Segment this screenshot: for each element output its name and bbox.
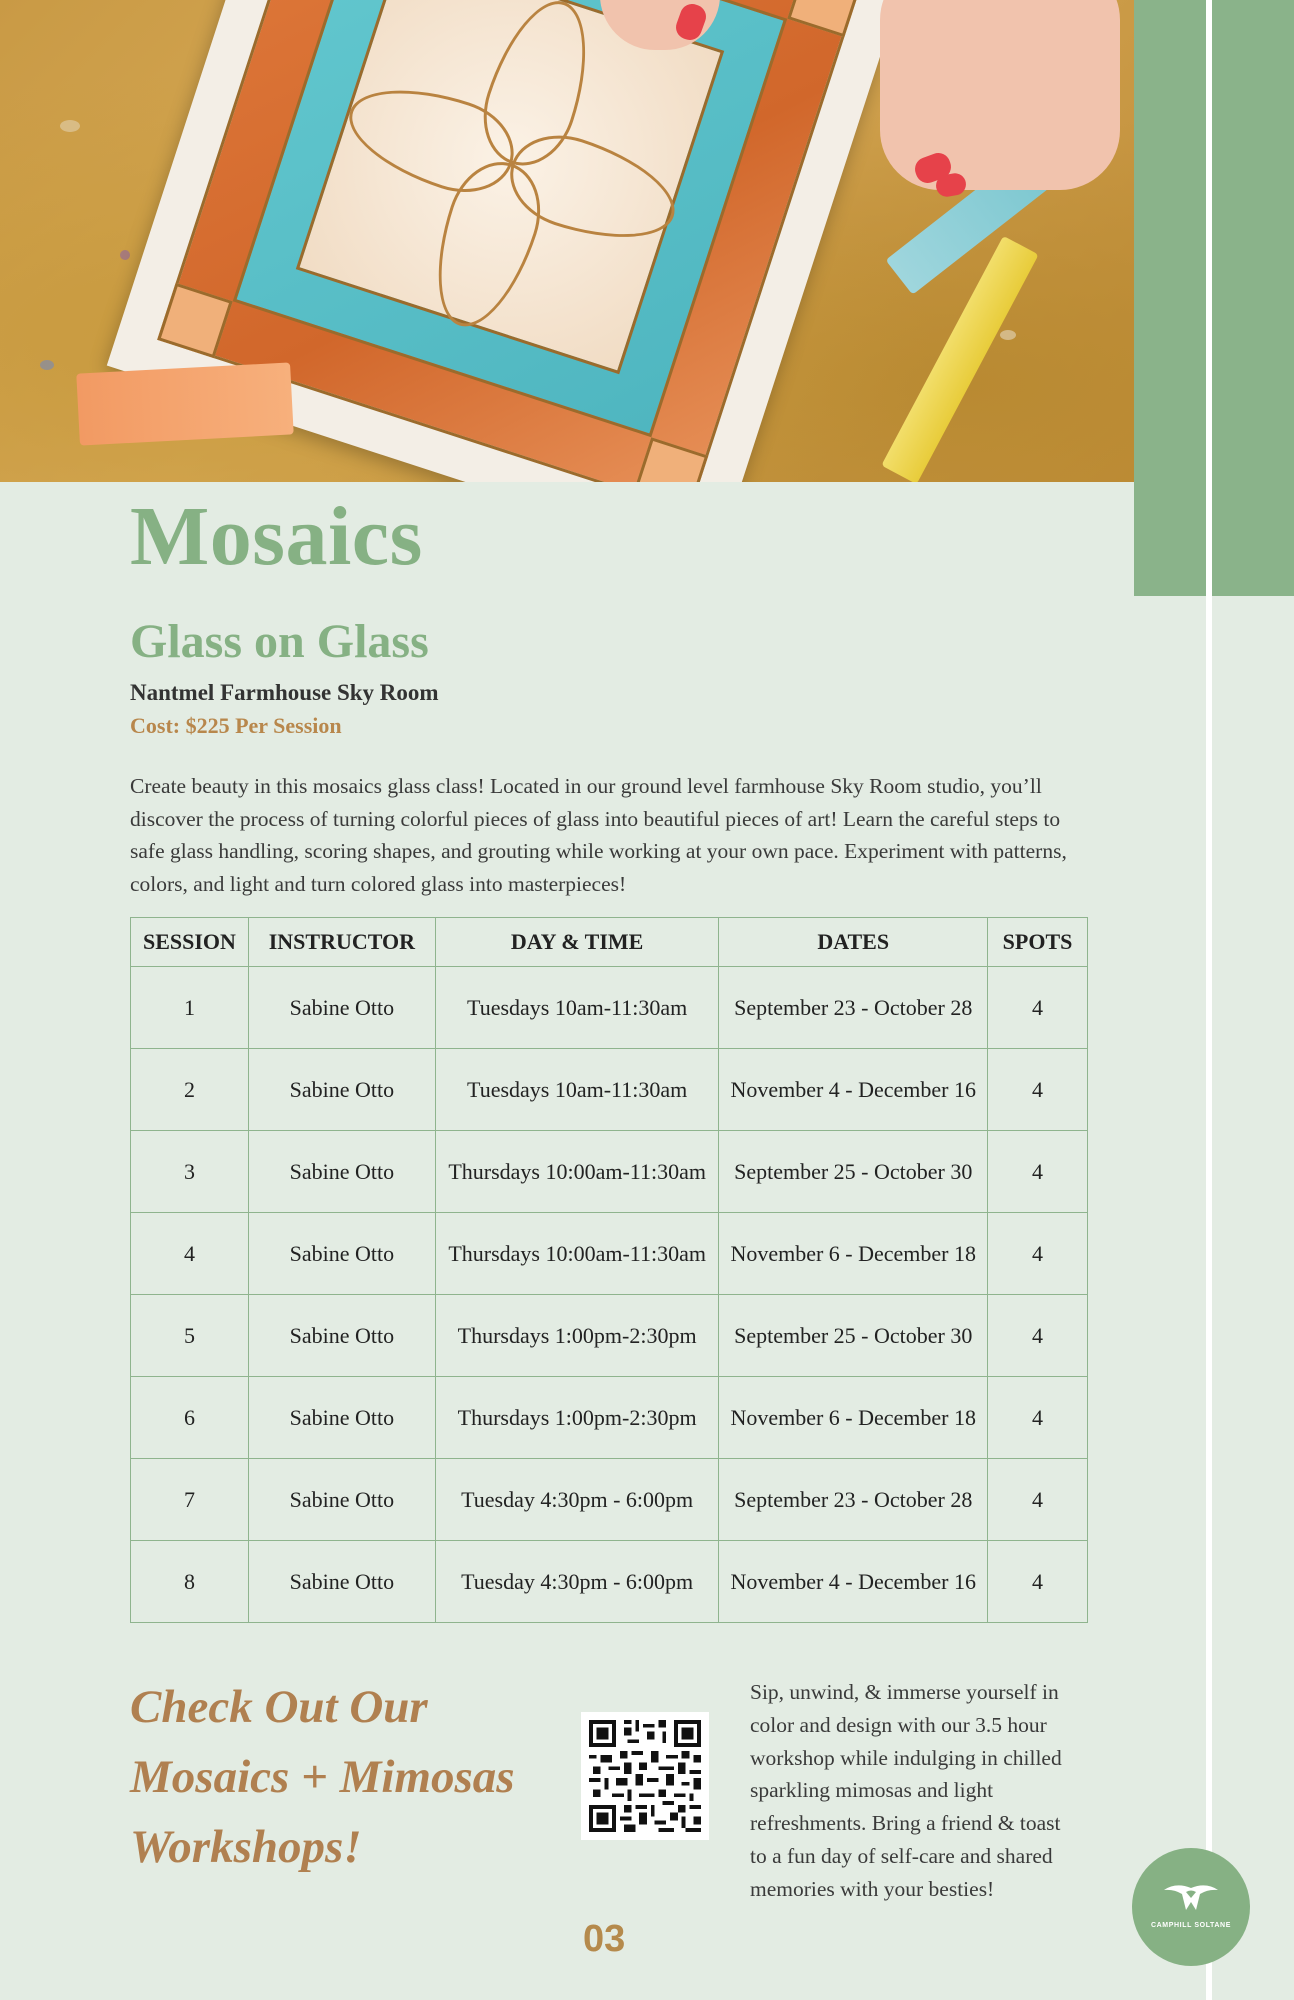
spots: 4 <box>988 1295 1088 1377</box>
instructor-name: Sabine Otto <box>248 1131 435 1213</box>
decorative-bar <box>1212 0 1294 596</box>
dates: September 25 - October 30 <box>719 1295 988 1377</box>
day-time: Thursdays 10:00am-11:30am <box>435 1213 719 1295</box>
class-description: Create beauty in this mosaics glass class! Located in our ground level farmhouse Sky Room studio, you’ll discover the process of turning colorful pieces of glass into beautiful pieces of art! Learn the careful steps to safe glass handling, scoring shapes, and grouting while working at your own pace. Experiment with patterns, colors, and light and turn colored glass into masterpieces! <box>130 774 1067 896</box>
header-instructor: INSTRUCTOR <box>248 918 435 967</box>
logo-text: CAMPHILL SOLTANE <box>1151 1921 1231 1929</box>
instructor-name: Sabine Otto <box>248 1459 435 1541</box>
day-time: Tuesdays 10am-11:30am <box>435 967 719 1049</box>
class-cost: Cost: $225 Per Session <box>130 713 342 738</box>
day-time: Tuesday 4:30pm - 6:00pm <box>435 1459 719 1541</box>
table-row <box>131 1049 1088 1131</box>
spots: 4 <box>988 1213 1088 1295</box>
table-row <box>131 1377 1088 1459</box>
day-time: Tuesday 4:30pm - 6:00pm <box>435 1541 719 1623</box>
dates: September 25 - October 30 <box>719 1131 988 1213</box>
instructor-name: Sabine Otto <box>248 1049 435 1131</box>
dates: November 4 - December 16 <box>719 1541 988 1623</box>
session-number: 7 <box>131 1459 249 1541</box>
qr-code-graphic <box>589 1720 701 1832</box>
table-row <box>131 1541 1088 1623</box>
spots: 4 <box>988 967 1088 1049</box>
dates: November 6 - December 18 <box>719 1377 988 1459</box>
header-dates: DATES <box>719 918 988 967</box>
instructor-name: Sabine Otto <box>248 1541 435 1623</box>
dates: September 23 - October 28 <box>719 967 988 1049</box>
spots: 4 <box>988 1049 1088 1131</box>
dates: November 6 - December 18 <box>719 1213 988 1295</box>
day-time: Thursdays 10:00am-11:30am <box>435 1131 719 1213</box>
table-row <box>131 1131 1088 1213</box>
workshop-callout-heading: Check Out Our Mosaics + Mimosas Workshops! <box>130 1681 515 1873</box>
session-number: 3 <box>131 1131 249 1213</box>
spots: 4 <box>988 1377 1088 1459</box>
hero-photo <box>0 0 1134 482</box>
page-title: Mosaics <box>130 490 423 583</box>
session-number: 5 <box>131 1295 249 1377</box>
table-header-row <box>131 918 1088 967</box>
instructor-name: Sabine Otto <box>248 1377 435 1459</box>
header-session: SESSION <box>131 918 249 967</box>
header-spots: SPOTS <box>988 918 1088 967</box>
camphill-soltane-logo <box>1132 1848 1250 1966</box>
table-row <box>131 1213 1088 1295</box>
decorative-divider <box>1206 0 1212 2000</box>
dates: September 23 - October 28 <box>719 1459 988 1541</box>
spots: 4 <box>988 1131 1088 1213</box>
logo-emblem-icon <box>1162 1880 1220 1914</box>
spots: 4 <box>988 1459 1088 1541</box>
page-number: 03 <box>583 1918 626 1960</box>
instructor-name: Sabine Otto <box>248 1295 435 1377</box>
instructor-name: Sabine Otto <box>248 1213 435 1295</box>
class-subtitle: Glass on Glass <box>130 615 429 668</box>
workshop-description: Sip, unwind, & immerse yourself in color and design with our 3.5 hour workshop while indulging in chilled sparkling mimosas and light refreshments. Bring a friend & toast to a fun day of self-care and shared memories with your besties! <box>750 1680 1062 1901</box>
session-number: 1 <box>131 967 249 1049</box>
spots: 4 <box>988 1541 1088 1623</box>
session-number: 6 <box>131 1377 249 1459</box>
day-time: Thursdays 1:00pm-2:30pm <box>435 1295 719 1377</box>
table-row <box>131 1459 1088 1541</box>
day-time: Thursdays 1:00pm-2:30pm <box>435 1377 719 1459</box>
session-number: 2 <box>131 1049 249 1131</box>
decorative-bar <box>1134 0 1206 596</box>
session-number: 4 <box>131 1213 249 1295</box>
table-row <box>131 967 1088 1049</box>
class-location: Nantmel Farmhouse Sky Room <box>130 680 439 705</box>
dates: November 4 - December 16 <box>719 1049 988 1131</box>
table-row <box>131 1295 1088 1377</box>
instructor-name: Sabine Otto <box>248 967 435 1049</box>
session-schedule-table <box>130 917 1088 1623</box>
day-time: Tuesdays 10am-11:30am <box>435 1049 719 1131</box>
header-day-time: DAY & TIME <box>435 918 719 967</box>
session-number: 8 <box>131 1541 249 1623</box>
qr-code-icon[interactable] <box>581 1712 709 1840</box>
